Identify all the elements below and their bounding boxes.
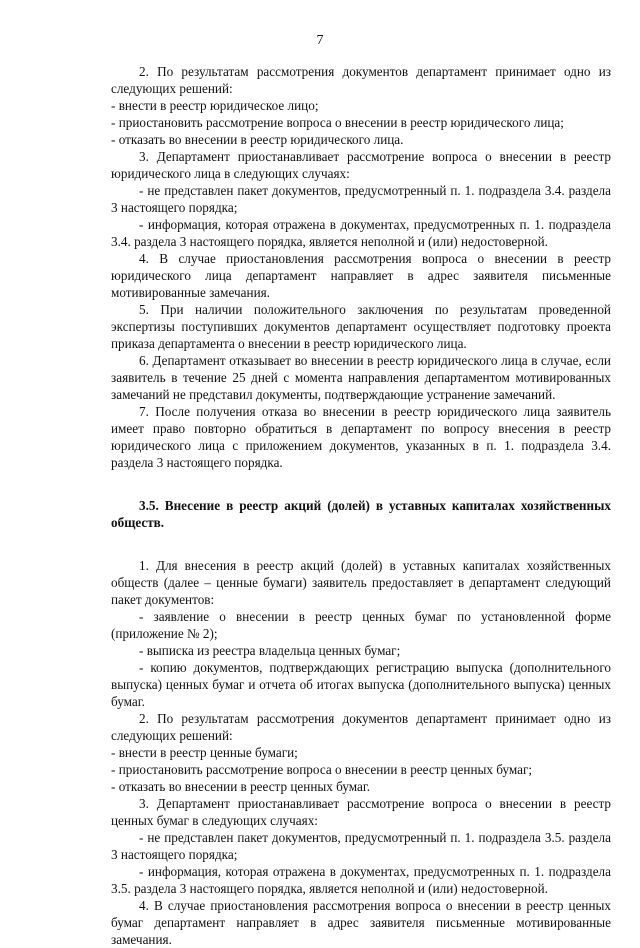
list-item: - приостановить рассмотрение вопроса о внесении в реестр юридического лица; <box>111 115 564 130</box>
list-item: - заявление о внесении в реестр ценных бумаг по установленной форме (приложение № 2); <box>111 609 611 641</box>
list-item: - внести в реестр ценные бумаги; <box>111 745 298 760</box>
page-number: 7 <box>316 33 324 48</box>
paragraph-1-documents: 1. Для внесения в реестр акций (долей) в уставных капиталах хозяйственных обществ (далее – ценные бумаги) заявитель предоставляет в департамент следующий пакет документов: <box>111 558 611 607</box>
document-body <box>111 63 611 948</box>
paragraph-2-decisions: 2. По результатам рассмотрения документов департамент принимает одно из следующих решений: <box>111 711 611 743</box>
paragraph-7-reapply: 7. После получения отказа во внесении в реестр юридического лица заявитель имеет право повторно обратиться в департамент по вопросу внесения в реестр юридического лица с приложением документов, указанных в п. 1. подраздела 3.4. раздела 3 настоящего порядка. <box>111 404 611 470</box>
paragraph-3-suspension: 3. Департамент приостанавливает рассмотрение вопроса о внесении в реестр юридического лица в следующих случаях: <box>111 149 611 181</box>
list-item: - отказать во внесении в реестр юридического лица. <box>111 132 404 147</box>
paragraph-4-remarks: 4. В случае приостановления рассмотрения вопроса о внесении в реестр ценных бумаг департамент направляет в адрес заявителя письменные мотивированные замечания. <box>111 898 611 947</box>
list-item: - не представлен пакет документов, предусмотренный п. 1. подраздела 3.4. раздела 3 настоящего порядка; <box>111 183 611 215</box>
section-spacer <box>111 471 611 497</box>
list-item: - выписка из реестра владельца ценных бумаг; <box>139 643 401 658</box>
list-item: - не представлен пакет документов, предусмотренный п. 1. подраздела 3.5. раздела 3 настоящего порядка; <box>111 830 611 862</box>
paragraph-2-decisions: 2. По результатам рассмотрения документов департамент принимает одно из следующих решений: <box>111 64 611 96</box>
paragraph-5-expertise: 5. При наличии положительного заключения по результатам проведенной экспертизы поступивших документов департамент осуществляет подготовку проекта приказа департамента о внесении в реестр юридического лица. <box>111 302 611 351</box>
list-item: - внести в реестр юридическое лицо; <box>111 98 319 113</box>
list-item: - отказать во внесении в реестр ценных бумаг. <box>111 779 371 794</box>
paragraph-3-suspension: 3. Департамент приостанавливает рассмотрение вопроса о внесении в реестр ценных бумаг в следующих случаях: <box>111 796 611 828</box>
paragraph-4-remarks: 4. В случае приостановления рассмотрения вопроса о внесении в реестр юридического лица департамент направляет в адрес заявителя письменные мотивированные замечания. <box>111 251 611 300</box>
section-title: 3.5. Внесение в реестр акций (долей) в уставных капиталах хозяйственных обществ. <box>111 498 611 530</box>
paragraph-6-refusal: 6. Департамент отказывает во внесении в реестр юридического лица в случае, если заявитель в течение 25 дней с момента направления департаментом мотивированных замечаний не представил документы, подтверждающие устранение замечаний. <box>111 353 611 402</box>
list-item: - информация, которая отражена в документах, предусмотренных п. 1. подраздела 3.4. раздела 3 настоящего порядка, является неполной и (или) недостоверной. <box>111 217 611 249</box>
list-item: - копию документов, подтверждающих регистрацию выпуска (дополнительного выпуска) ценных бумаг и отчета об итогах выпуска (дополнительного выпуска) ценных бумаг. <box>111 660 611 709</box>
section-spacer <box>111 531 611 557</box>
list-item: - информация, которая отражена в документах, предусмотренных п. 1. подраздела 3.5. раздела 3 настоящего порядка, является неполной и (или) недостоверной. <box>111 864 611 896</box>
list-item: - приостановить рассмотрение вопроса о внесении в реестр ценных бумаг; <box>111 762 533 777</box>
